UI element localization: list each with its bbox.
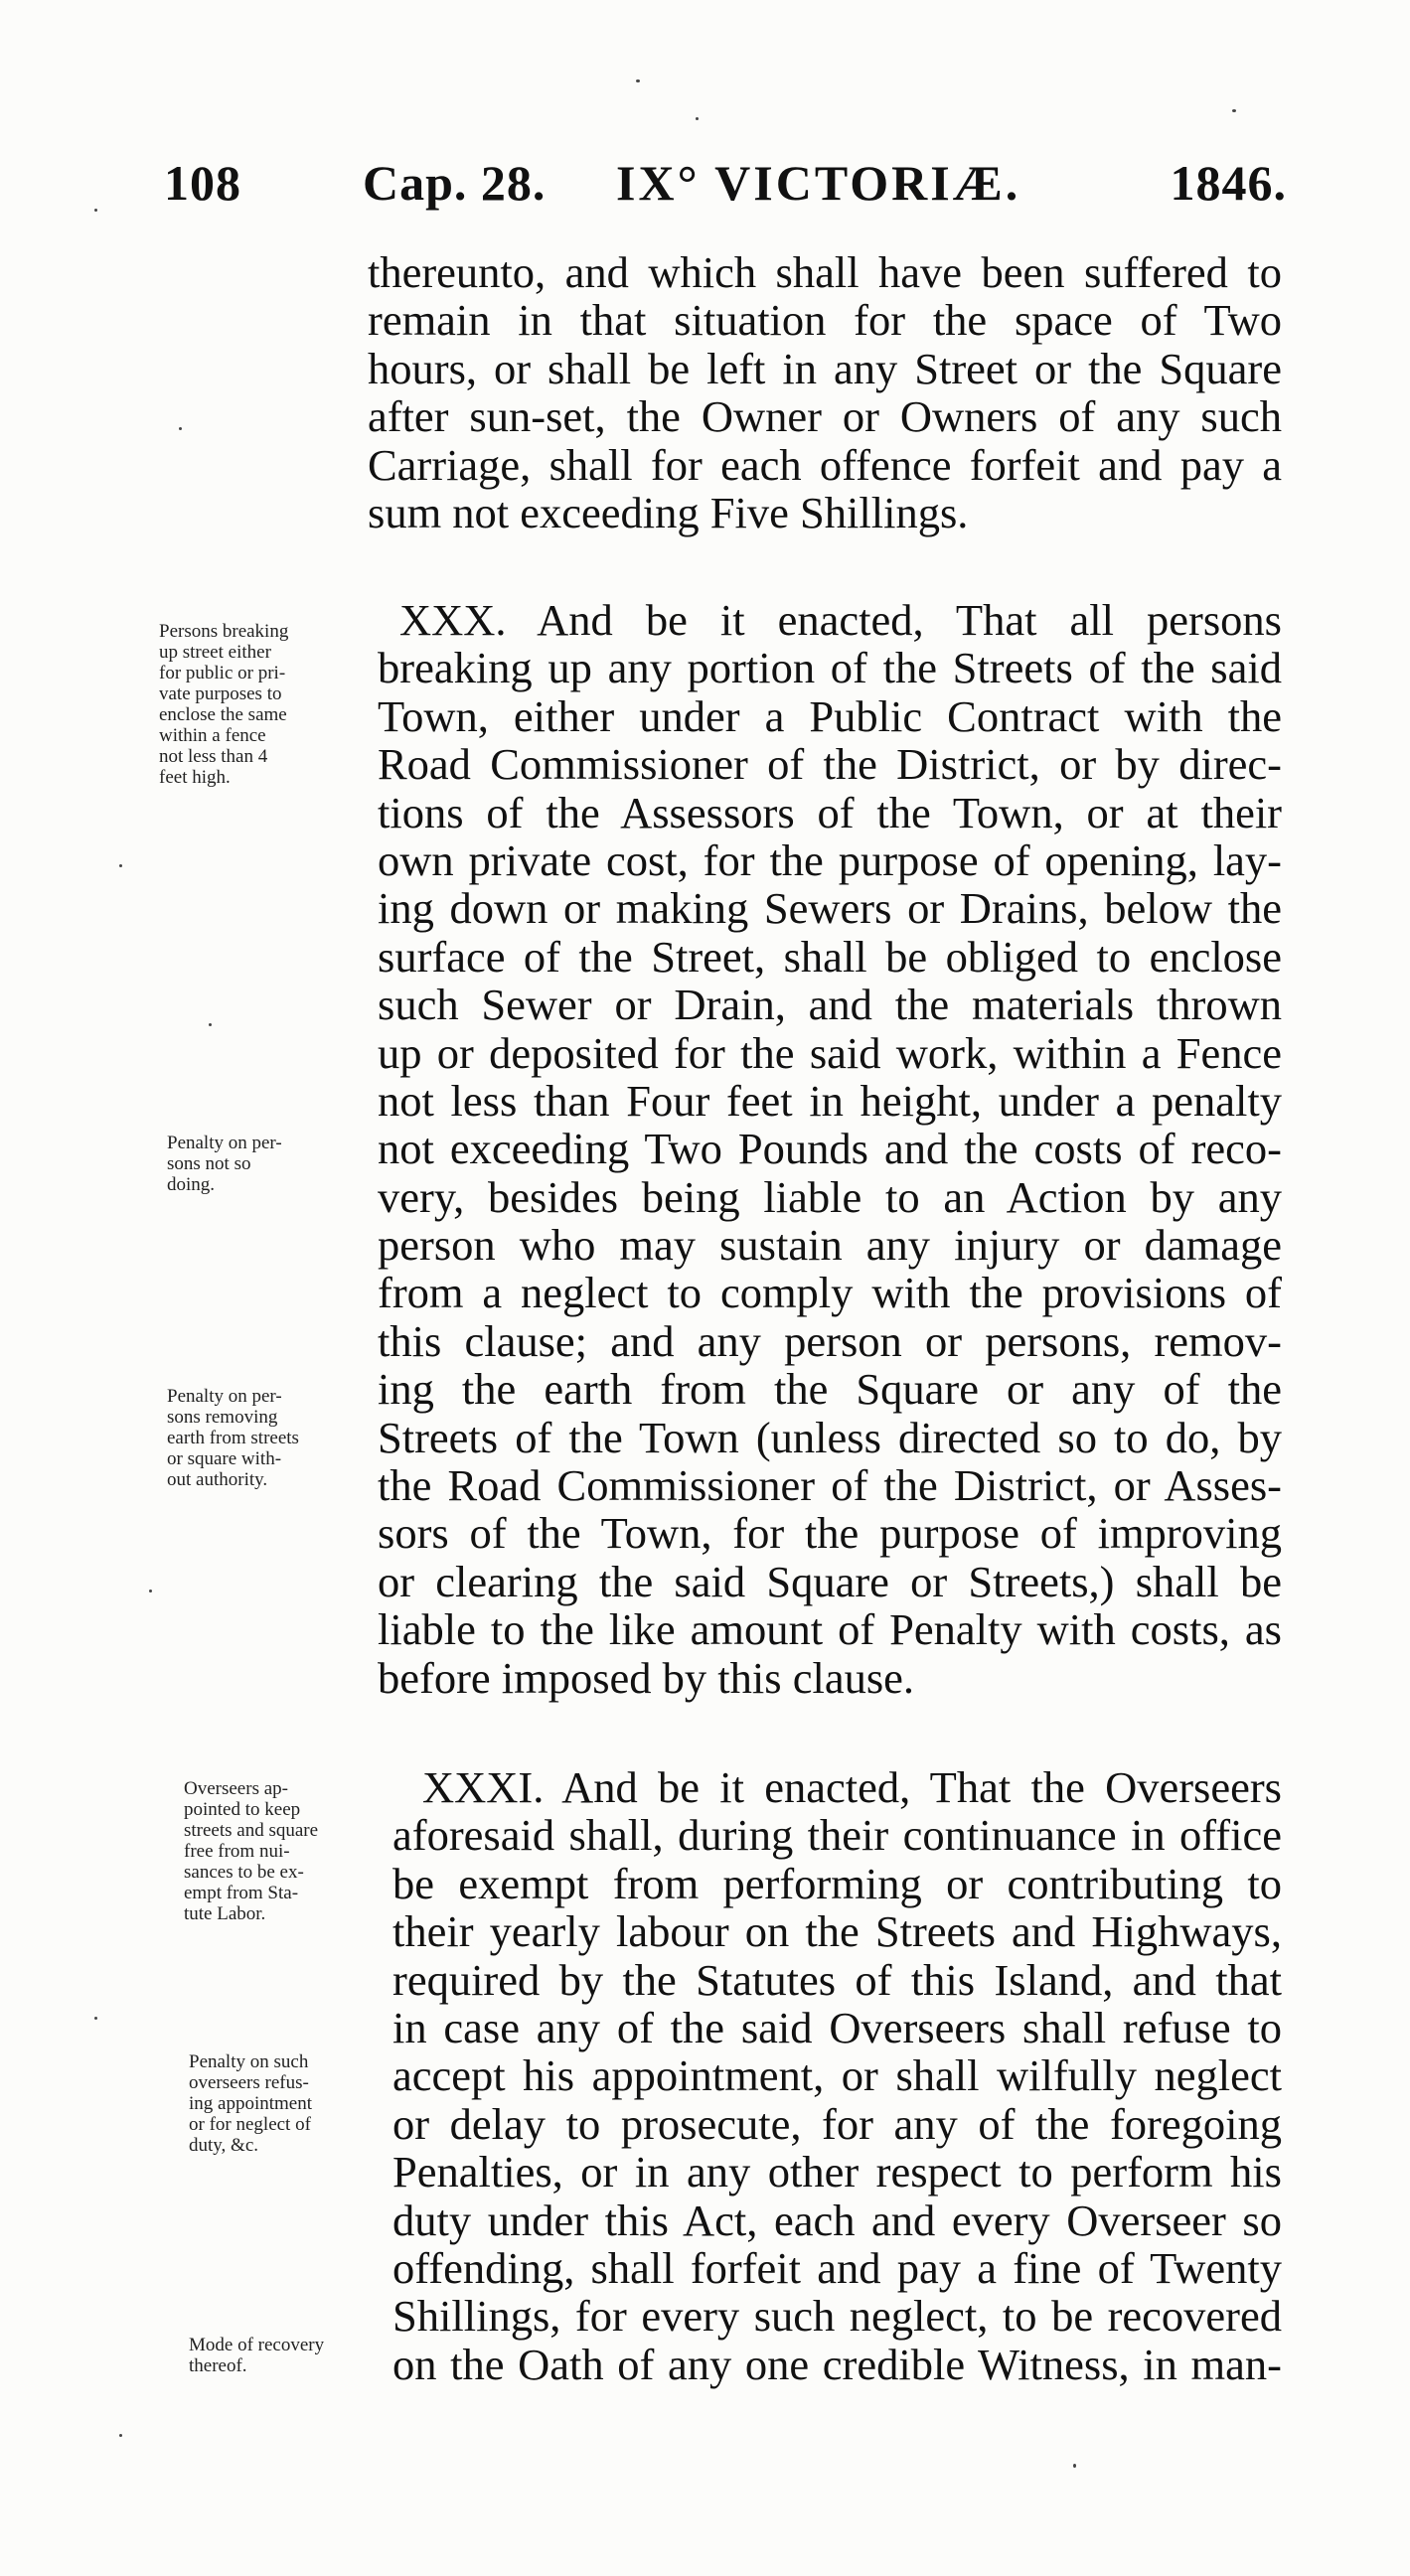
text-line: before imposed by this clause. bbox=[378, 1652, 915, 1703]
text-line: very, besides being liable to an Action by any bbox=[378, 1171, 1282, 1222]
text-line: ing the earth from the Square or any of the bbox=[378, 1364, 1282, 1415]
text-line: breaking up any portion of the Streets of the said bbox=[378, 643, 1282, 693]
text-line: be exempt from performing or contributing to bbox=[392, 1858, 1282, 1908]
text-line: up or deposited for the said work, within a Fence bbox=[378, 1027, 1282, 1078]
text-line: in case any of the said Overseers shall refuse to bbox=[392, 2002, 1282, 2052]
running-header bbox=[164, 154, 1287, 224]
text-line: the Road Commissioner of the District, or Asses- bbox=[378, 1460, 1282, 1511]
scan-speck bbox=[1232, 109, 1236, 112]
text-line: liable to the like amount of Penalty with costs, as bbox=[378, 1604, 1282, 1655]
margin-line: tute Labor. bbox=[184, 1903, 266, 1924]
margin-line: for public or pri- bbox=[159, 663, 286, 683]
page-number: 108 bbox=[164, 155, 241, 211]
margin-line: sons not so bbox=[167, 1153, 251, 1174]
text-line: thereunto, and which shall have been suffered to bbox=[368, 247, 1282, 297]
scan-speck bbox=[696, 117, 699, 120]
margin-line: free from nui- bbox=[184, 1841, 290, 1862]
text-line: accept his appointment, or shall wilfully neglect bbox=[392, 2050, 1282, 2101]
continuation-paragraph bbox=[368, 248, 1282, 536]
margin-line: streets and square bbox=[184, 1820, 319, 1841]
text-line: from a neglect to comply with the provisions of bbox=[378, 1268, 1282, 1318]
margin-line: earth from streets bbox=[167, 1428, 299, 1448]
text-line: own private cost, for the purpose of opening, lay- bbox=[378, 834, 1282, 885]
margin-line: or for neglect of bbox=[189, 2114, 311, 2135]
text-line: Shillings, for every such neglect, to be recovered bbox=[392, 2291, 1282, 2342]
margin-line: Overseers ap- bbox=[184, 1778, 288, 1799]
text-line: surface of the Street, shall be obliged to enclose bbox=[378, 931, 1282, 982]
margin-note-penalty-removing-earth bbox=[167, 1386, 405, 1490]
margin-line: duty, &c. bbox=[189, 2135, 259, 2156]
margin-line: Penalty on per- bbox=[167, 1133, 282, 1153]
section-xxxi bbox=[392, 1763, 1282, 2388]
text-line: required by the Statutes of this Island, and that bbox=[392, 1954, 1282, 2005]
margin-line: feet high. bbox=[159, 767, 231, 788]
chapter-label: Cap. 28. bbox=[363, 155, 547, 211]
text-line: sors of the Town, for the purpose of improving bbox=[378, 1508, 1282, 1559]
margin-note-penalty-refusing bbox=[189, 2051, 427, 2156]
scan-speck bbox=[179, 427, 182, 430]
margin-line: empt from Sta- bbox=[184, 1883, 299, 1903]
margin-line: out authority. bbox=[167, 1469, 268, 1490]
text-line: duty under this Act, each and every Overseer so bbox=[392, 2195, 1282, 2245]
margin-note-penalty-not-so-doing bbox=[167, 1133, 405, 1195]
scan-speck bbox=[94, 2017, 97, 2020]
text-line: offending, shall forfeit and pay a fine of Twenty bbox=[392, 2242, 1282, 2293]
margin-note-mode-of-recovery bbox=[189, 2335, 427, 2376]
text-line: Streets of the Town (unless directed so to do, by bbox=[378, 1412, 1282, 1462]
text-line: on the Oath of any one credible Witness, in man- bbox=[392, 2339, 1282, 2389]
scan-speck bbox=[1073, 2464, 1076, 2468]
margin-line: Penalty on per- bbox=[167, 1386, 282, 1407]
text-line: ing down or making Sewers or Drains, below the bbox=[378, 883, 1282, 934]
scan-speck bbox=[119, 2434, 122, 2437]
margin-line: Penalty on such bbox=[189, 2051, 309, 2072]
text-line: Carriage, shall for each offence forfeit and pay a bbox=[368, 439, 1282, 490]
text-line: not less than Four feet in height, under a penalty bbox=[378, 1075, 1282, 1126]
margin-note-persons-breaking bbox=[159, 621, 397, 788]
act-title: IX° VICTORIÆ. bbox=[616, 155, 1021, 211]
year-label: 1846. bbox=[1170, 155, 1287, 211]
margin-line: within a fence bbox=[159, 725, 266, 746]
margin-line: sons removing bbox=[167, 1407, 278, 1428]
scan-speck bbox=[119, 864, 122, 867]
margin-line: doing. bbox=[167, 1174, 216, 1195]
text-line: hours, or shall be left in any Street or the Square bbox=[368, 343, 1282, 393]
text-line: Town, either under a Public Contract with the bbox=[378, 690, 1282, 741]
text-line: person who may sustain any injury or damage bbox=[378, 1220, 1282, 1271]
margin-line: vate purposes to bbox=[159, 683, 282, 704]
margin-line: not less than 4 bbox=[159, 746, 268, 767]
section-heading-line: XXXI. And be it enacted, That the Overseers bbox=[422, 1762, 1282, 1812]
margin-line: Mode of recovery bbox=[189, 2335, 325, 2355]
text-line: or delay to prosecute, for any of the foregoing bbox=[392, 2098, 1282, 2149]
text-line: aforesaid shall, during their continuance in office bbox=[392, 1810, 1282, 1861]
margin-note-overseers-exempt bbox=[184, 1778, 422, 1924]
text-line: Penalties, or in any other respect to perform his bbox=[392, 2147, 1282, 2197]
margin-line: ing appointment bbox=[189, 2093, 313, 2114]
text-line: remain in that situation for the space of Two bbox=[368, 295, 1282, 346]
text-line: not exceeding Two Pounds and the costs of reco- bbox=[378, 1124, 1282, 1174]
margin-line: up street either bbox=[159, 642, 271, 663]
text-line: their yearly labour on the Streets and Highways, bbox=[392, 1906, 1282, 1957]
margin-line: pointed to keep bbox=[184, 1799, 301, 1820]
margin-line: overseers refus- bbox=[189, 2072, 309, 2093]
text-line: Road Commissioner of the District, or by direc- bbox=[378, 739, 1282, 790]
scan-speck bbox=[209, 1023, 212, 1026]
margin-line: enclose the same bbox=[159, 704, 287, 725]
section-heading-line: XXX. And be it enacted, That all persons bbox=[399, 595, 1282, 645]
text-line: sum not exceeding Five Shillings. bbox=[368, 487, 969, 537]
scan-speck bbox=[636, 79, 640, 82]
text-line: this clause; and any person or persons, remov- bbox=[378, 1315, 1282, 1366]
margin-line: or square with- bbox=[167, 1448, 282, 1469]
margin-line: sances to be ex- bbox=[184, 1862, 304, 1883]
text-line: or clearing the said Square or Streets,) shall be bbox=[378, 1556, 1282, 1606]
scan-speck bbox=[149, 1590, 152, 1592]
text-line: tions of the Assessors of the Town, or at their bbox=[378, 787, 1282, 837]
margin-line: Persons breaking bbox=[159, 621, 289, 642]
text-line: such Sewer or Drain, and the materials thrown bbox=[378, 980, 1282, 1030]
margin-line: thereof. bbox=[189, 2355, 247, 2376]
text-line: after sun-set, the Owner or Owners of any such bbox=[368, 391, 1282, 442]
section-xxx bbox=[378, 596, 1282, 1702]
scan-speck bbox=[94, 209, 97, 212]
